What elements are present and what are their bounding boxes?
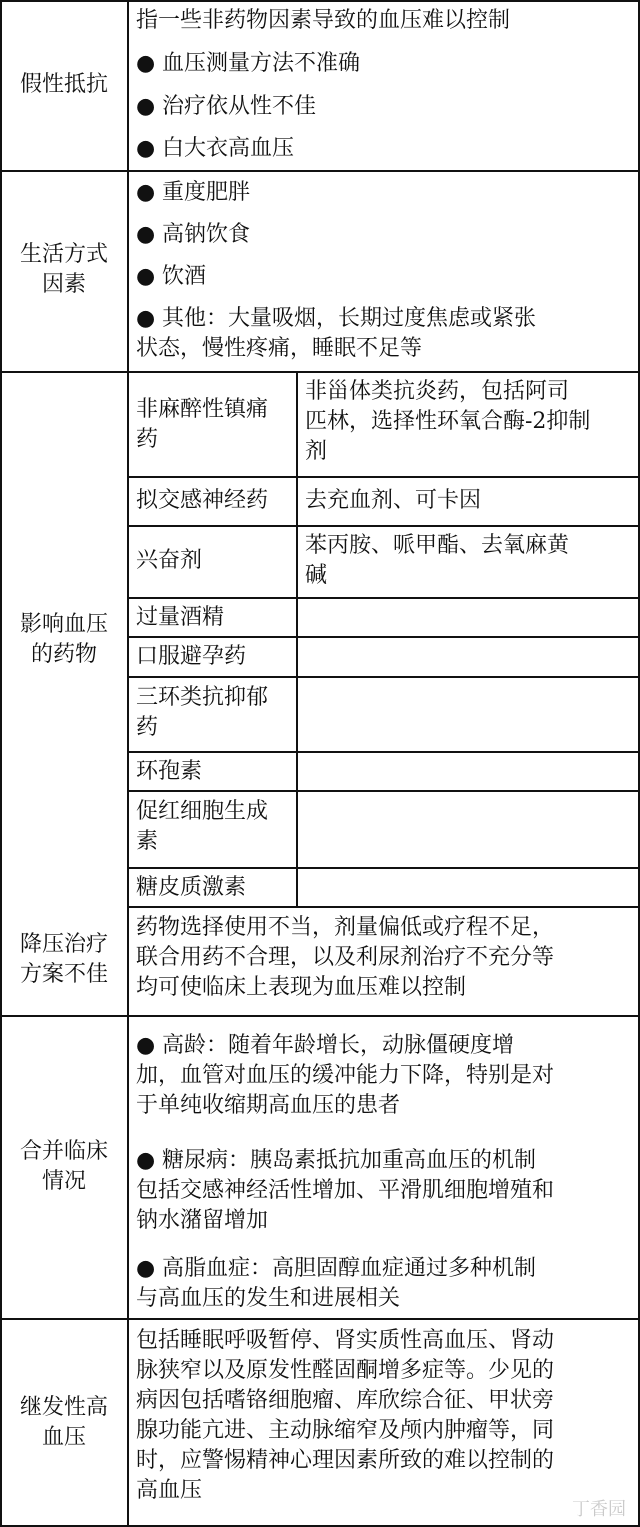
drug-divider-8 bbox=[127, 867, 640, 869]
drug-name-stimulant: 兴奋剂 bbox=[136, 548, 203, 573]
row2-bullet-1: ● 重度肥胖 bbox=[136, 178, 250, 208]
drug-divider-3 bbox=[127, 597, 640, 599]
row5-item-elderly: ● 高龄：随着年龄增长，动脉僵硬度增 加，血管对血压的缓冲能力下降，特别是对 于单纯收缩期高血压的患者 bbox=[136, 1031, 554, 1121]
drug-divider-6 bbox=[127, 751, 640, 753]
drug-divider-2 bbox=[127, 525, 640, 527]
row1-bullet-2: ● 治疗依从性不佳 bbox=[136, 92, 316, 122]
drug-name-nsaid: 非麻醉性镇痛 药 bbox=[136, 397, 269, 452]
row-label-pseudo-resistance: 假性抵抗 bbox=[19, 72, 108, 97]
row-divider-4 bbox=[0, 1015, 640, 1017]
row2-bullet-3: ● 饮酒 bbox=[136, 262, 206, 292]
drug-divider-1 bbox=[127, 476, 640, 478]
row-label-lifestyle: 生活方式 因素 bbox=[19, 242, 108, 297]
drug-divider-5 bbox=[127, 676, 640, 678]
row1-bullet-3: ● 白大衣高血压 bbox=[136, 134, 294, 164]
drug-note-stimulant: 苯丙胺、哌甲酯、去氧麻黄 碱 bbox=[305, 533, 570, 588]
row2-bullet-4: ● 其他：大量吸烟，长期过度焦虑或紧张 bbox=[136, 304, 536, 334]
row1-bullet-1: ● 血压测量方法不准确 bbox=[136, 49, 360, 79]
row-label-comorbidity: 合并临床 情况 bbox=[19, 1139, 108, 1194]
drug-name-oral-contraceptive: 口服避孕药 bbox=[136, 644, 247, 669]
row5-item-diabetes: ● 糖尿病：胰岛素抵抗加重高血压的机制 包括交感神经活性增加、平滑肌细胞增殖和 钠水潴留增加 bbox=[136, 1146, 554, 1236]
row4-text: 药物选择使用不当，剂量偏低或疗程不足， 联合用药不合理，以及利尿剂治疗不充分等 均可使临床上表现为血压难以控制 bbox=[136, 915, 555, 1000]
row-divider-3 bbox=[127, 906, 640, 908]
drug-divider-4 bbox=[127, 636, 640, 638]
column-divider bbox=[127, 0, 129, 1527]
border-left bbox=[0, 0, 2, 1527]
drug-name-alcohol: 过量酒精 bbox=[136, 605, 225, 630]
row-label-secondary: 继发性高 血压 bbox=[19, 1395, 108, 1450]
drug-divider-7 bbox=[127, 790, 640, 792]
row-label-drugs: 影响血压 的药物 bbox=[19, 612, 108, 667]
row6-text: 包括睡眠呼吸暂停、肾实质性高血压、肾动 脉狭窄以及原发性醛固酮增多症等。少见的 病因包括嗜铬细胞瘤、库欣综合征、甲状旁 腺功能亢进、主动脉缩窄及颅内肿瘤等，同 时，应警惕精神心理因素所致的难以控制的 高血压 bbox=[136, 1328, 555, 1503]
row-divider-2 bbox=[0, 371, 640, 373]
drug-note-sympathomimetic: 去充血剂、可卡因 bbox=[305, 488, 482, 513]
row-label-poor-regimen: 降压治疗 方案不佳 bbox=[19, 932, 108, 987]
border-top bbox=[0, 0, 640, 2]
drug-name-glucocorticoid: 糖皮质激素 bbox=[136, 875, 247, 900]
drug-name-tricyclic: 三环类抗抑郁 药 bbox=[136, 685, 269, 740]
row-divider-5 bbox=[0, 1318, 640, 1320]
row5-item-hyperlipidemia: ● 高脂血症：高胆固醇血症通过多种机制 与高血压的发生和进展相关 bbox=[136, 1254, 536, 1314]
row2-bullet-4-cont: 状态，慢性疼痛，睡眠不足等 bbox=[136, 336, 423, 361]
row1-intro: 指一些非药物因素导致的血压难以控制 bbox=[136, 8, 511, 33]
drug-name-sympathomimetic: 拟交感神经药 bbox=[136, 488, 269, 513]
drug-column-divider bbox=[296, 371, 298, 907]
drug-name-epo: 促红细胞生成 素 bbox=[136, 799, 269, 854]
row2-bullet-2: ● 高钠饮食 bbox=[136, 220, 250, 250]
watermark: 丁香园 bbox=[572, 1499, 626, 1520]
drug-note-nsaid: 非甾体类抗炎药，包括阿司 匹林，选择性环氧合酶-2抑制 剂 bbox=[305, 379, 591, 464]
row-divider-1 bbox=[0, 170, 640, 172]
drug-name-cyclosporine: 环孢素 bbox=[136, 759, 203, 784]
